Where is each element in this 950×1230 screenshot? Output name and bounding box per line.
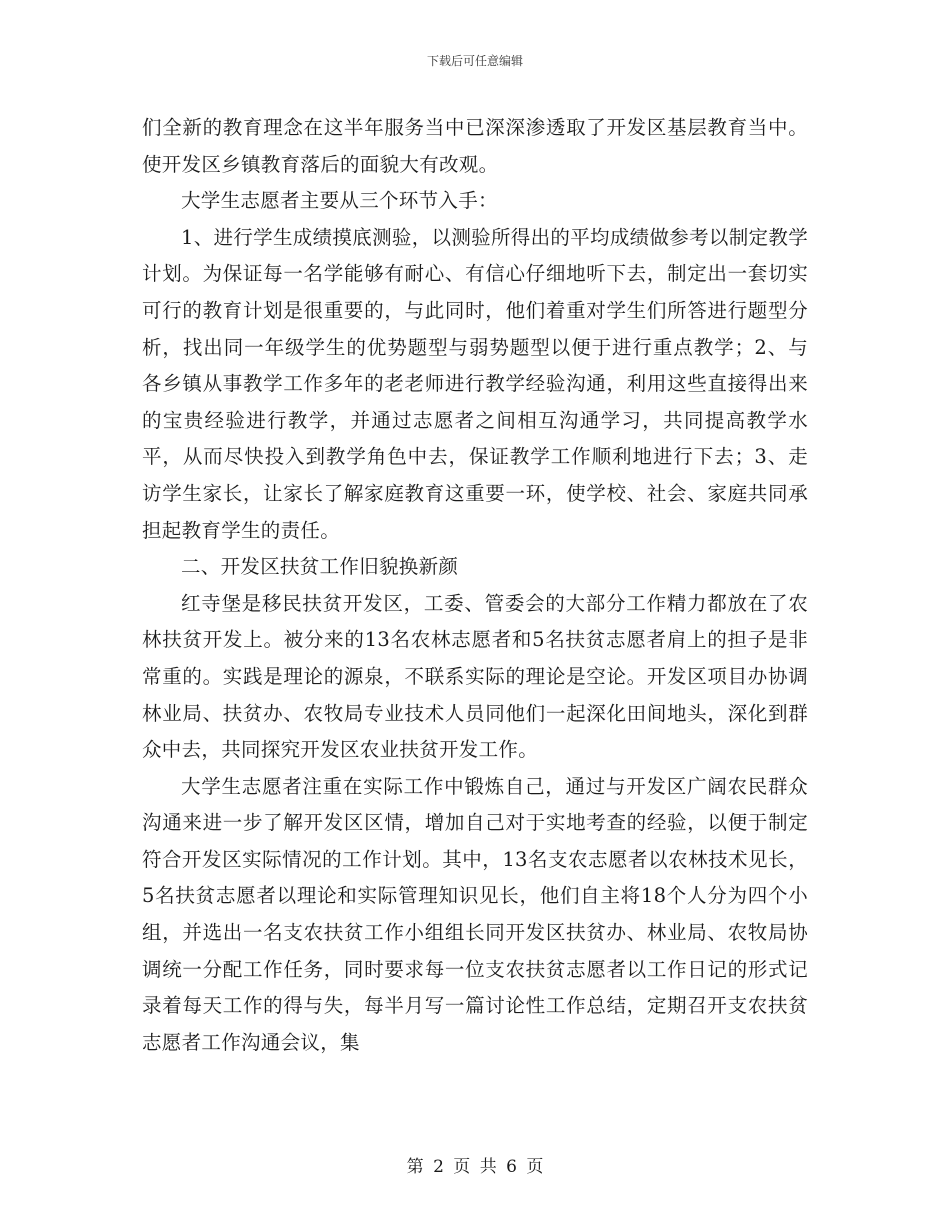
paragraph-intro: 大学生志愿者主要从三个环节入手： [181,189,498,213]
paragraph-continuation: 们全新的教育理念在这半年服务当中已深深渗透取了开发区基层教育当中。使开发区乡镇教育落后的面貌大有改观。 [142,116,808,176]
page-number: 第 2 页 共 6 页 [406,1157,544,1177]
paragraph-poverty-relief: 红寺堡是移民扶贫开发区，工委、管委会的大部分工作精力都放在了农林扶贫开发上。被分来的13名农林志愿者和5名扶贫志愿者肩上的担子是非常重的。实践是理论的源泉，不联系实际的理论是空论。开发区项目办协调林业局、扶贫办、农牧局专业技术人员同他们一起深化田间地头，深化到群众中去，共同探究开发区农业扶贫开发工作。 [142,591,808,762]
document-body [142,110,808,1061]
paragraph-steps: 1、进行学生成绩摸底测验，以测验所得出的平均成绩做参考以制定教学计划。为保证每一名学能够有耐心、有信心仔细地听下去，制定出一套切实可行的教育计划是很重要的，与此同时，他们着重对学生们所答进行题型分析，找出同一年级学生的优势题型与弱势题型以便于进行重点教学；2、与各乡镇从事教学工作多年的老老师进行教学经验沟通，利用这些直接得出来的宝贵经验进行教学，并通过志愿者之间相互沟通学习，共同提高教学水平，从而尽快投入到教学角色中去，保证教学工作顺利地进行下去；3、走访学生家长，让家长了解家庭教育这重要一环，使学校、社会、家庭共同承担起教育学生的责任。 [142,225,808,542]
page-header: 下载后可任意编辑 [426,54,523,68]
paragraph-volunteers: 大学生志愿者注重在实际工作中锻炼自己，通过与开发区广阔农民群众沟通来进一步了解开发区区情，增加自己对于实地考查的经验，以便于制定符合开发区实际情况的工作计划。其中，13名支农志愿者以农林技术见长，5名扶贫志愿者以理论和实际管理知识见长，他们自主将18个人分为四个小组，并选出一名支农扶贫工作小组组长同开发区扶贫办、林业局、农牧局协调统一分配工作任务，同时要求每一位支农扶贫志愿者以工作日记的形式记录着每天工作的得与失，每半月写一篇讨论性工作总结，定期召开支农扶贫志愿者工作沟通会议，集 [142,774,808,1054]
section-heading: 二、开发区扶贫工作旧貌换新颜 [181,555,459,579]
